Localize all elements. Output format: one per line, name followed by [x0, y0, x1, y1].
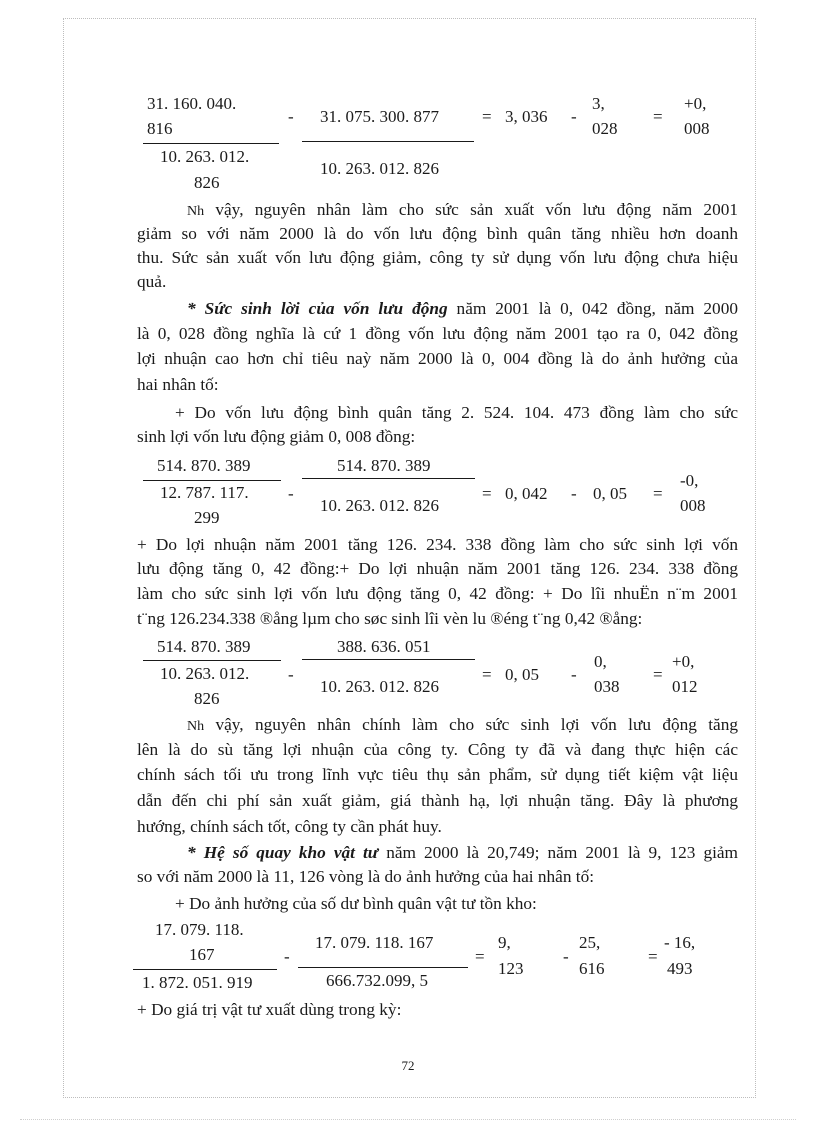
p4-line1: + Do lợi nhuận năm 2001 tăng 126. 234. 338 đồng làm cho sức sinh lợi vốn	[137, 535, 738, 554]
p2-line4: hai nhân tố:	[137, 375, 219, 394]
f1-r1: 3, 036	[505, 107, 548, 126]
p5-line1	[137, 713, 738, 739]
f2-eq1: =	[482, 484, 492, 503]
f4-den1: 1. 872. 051. 919	[142, 973, 253, 992]
f1-frac2-bar	[302, 141, 474, 142]
p2-line1-rest: năm 2001 là 0, 042 đồng, năm 2000	[447, 299, 738, 318]
f4-den2: 666.732.099, 5	[326, 971, 428, 990]
page-number: 72	[401, 1058, 415, 1073]
f2-den1-b: 299	[194, 508, 220, 527]
f4-frac1-bar	[133, 969, 277, 970]
f4-minus2: -	[563, 947, 569, 966]
f1-eq1: =	[482, 107, 492, 126]
p6-heading: * Hệ số quay kho vật tư	[187, 843, 379, 862]
f1-den1-b: 826	[194, 173, 220, 192]
p8-line1: + Do giá trị vật tư xuất dùng trong kỳ:	[137, 1000, 402, 1019]
f4-r2-b: 616	[579, 959, 605, 978]
f3-den1-a: 10. 263. 012.	[160, 664, 250, 683]
p3-line1: + Do vốn lưu động bình quân tăng 2. 524. 104. 473 đồng làm cho sức	[175, 403, 738, 422]
f2-minus2: -	[571, 484, 577, 503]
f2-eq2: =	[653, 484, 663, 503]
f4-r2-a: 25,	[579, 933, 601, 952]
f4-r3-b: 493	[667, 959, 693, 978]
f4-num2: 17. 079. 118. 167	[315, 933, 434, 952]
p5-line2: lên là do sù tăng lợi nhuận của công ty. Công ty đã và đang thực hiện các	[137, 740, 738, 759]
f3-r2-b: 038	[594, 677, 620, 696]
f3-eq1: =	[482, 665, 492, 684]
p5-line1-nh: Nh	[187, 719, 205, 734]
bottom-dotted-rule	[20, 1119, 796, 1120]
f2-r1: 0, 042	[505, 484, 548, 503]
f2-frac2-bar	[302, 478, 475, 479]
f1-frac1-bar	[143, 143, 279, 144]
f1-den2: 10. 263. 012. 826	[320, 159, 439, 178]
f2-frac1-bar	[143, 480, 281, 481]
f2-r3-b: 008	[680, 496, 706, 515]
p4-line4: t¨ng 126.234.338 ®ång lµm cho søc sinh lîi vèn lu ®éng t¨ng 0,42 ®ång:	[137, 609, 643, 628]
f1-num1-b: 816	[147, 119, 173, 138]
p2-line1	[137, 297, 738, 321]
f1-minus: -	[288, 107, 294, 126]
f2-r2: 0, 05	[593, 484, 627, 503]
f3-den2: 10. 263. 012. 826	[320, 677, 439, 696]
f1-num1-a: 31. 160. 040.	[147, 94, 237, 113]
p7-line1: + Do ảnh hưởng của số dư bình quân vật tư tồn kho:	[175, 894, 537, 913]
f1-r3-b: 008	[684, 119, 710, 138]
p6-line1-rest: năm 2000 là 20,749; năm 2001 là 9, 123 giảm	[378, 843, 738, 862]
f2-num1: 514. 870. 389	[157, 456, 251, 475]
f4-num1-b: 167	[189, 945, 215, 964]
f2-r3-a: -0,	[680, 471, 699, 490]
p2-heading: * Sức sinh lời của vốn lưu động	[187, 299, 448, 318]
f4-eq1: =	[475, 947, 485, 966]
f4-r1-a: 9,	[498, 933, 511, 952]
p1-line1-nh: Nh	[187, 204, 205, 219]
f3-minus: -	[288, 665, 294, 684]
p5-line1-rest: vậy, nguyên nhân chính làm cho sức sinh lợi vốn lưu động tăng	[204, 715, 738, 734]
f4-r1-b: 123	[498, 959, 524, 978]
f3-minus2: -	[571, 665, 577, 684]
f3-r1: 0, 05	[505, 665, 539, 684]
p4-line2: lưu động tăng 0, 42 đồng:+ Do lợi nhuận năm 2001 tăng 126. 234. 338 đồng	[137, 559, 738, 578]
p5-line4: dẫn đến chi phí sản xuất giảm, giá thành hạ, lợi nhuận tăng. Đây là phương	[137, 791, 738, 810]
p6-line2: so với năm 2000 là 11, 126 vòng là do ảnh hưởng của hai nhân tố:	[137, 867, 595, 886]
f4-eq2: =	[648, 947, 658, 966]
f3-r3-a: +0,	[672, 652, 695, 671]
f4-num1-a: 17. 079. 118.	[155, 920, 244, 939]
p2-line2: là 0, 028 đồng nghĩa là cứ 1 đồng vốn lưu động năm 2001 tạo ra 0, 042 đồng	[137, 324, 738, 343]
p1-line3: thu. Sức sản xuất vốn lưu động giảm, công ty sử dụng vốn lưu động chưa hiệu	[137, 248, 738, 267]
f3-r2-a: 0,	[594, 652, 607, 671]
f1-r2-a: 3,	[592, 94, 605, 113]
f1-minus2: -	[571, 107, 577, 126]
f2-num2: 514. 870. 389	[337, 456, 431, 475]
f3-frac2-bar	[302, 659, 475, 660]
f2-den1-a: 12. 787. 117.	[160, 483, 249, 502]
f3-num2: 388. 636. 051	[337, 637, 431, 656]
f3-frac1-bar	[143, 660, 281, 661]
p1-line1-rest: vậy, nguyên nhân làm cho sức sản xuất vốn lưu động năm 2001	[204, 200, 738, 219]
p6-line1	[137, 841, 738, 865]
p1-line4: quả.	[137, 272, 167, 291]
f4-r3-a: - 16,	[664, 933, 696, 952]
f1-num2: 31. 075. 300. 877	[320, 107, 439, 126]
f2-den2: 10. 263. 012. 826	[320, 496, 439, 515]
p1-line2: giảm so với năm 2000 là do vốn lưu động bình quân tăng nhiều hơn doanh	[137, 224, 738, 243]
p1-line1	[137, 198, 738, 224]
f4-frac2-bar	[298, 967, 468, 968]
f1-eq2: =	[653, 107, 663, 126]
p4-line3: làm cho sức sinh lợi vốn lưu động tăng 0, 42 đồng: + Do lîi nhuËn n¨m 2001	[137, 584, 738, 603]
f3-r3-b: 012	[672, 677, 698, 696]
f2-minus: -	[288, 484, 294, 503]
f4-minus: -	[284, 947, 290, 966]
f3-den1-b: 826	[194, 689, 220, 708]
p3-line2: sinh lợi vốn lưu động giảm 0, 008 đồng:	[137, 427, 416, 446]
f1-den1-a: 10. 263. 012.	[160, 147, 250, 166]
p5-line3: chính sách tối ưu trong lĩnh vực tiêu thụ sản phẩm, sử dụng tiết kiệm vật liệu	[137, 765, 738, 784]
p5-line5: hướng, chính sách tốt, công ty cần phát huy.	[137, 817, 442, 836]
f3-eq2: =	[653, 665, 663, 684]
p2-line3: lợi nhuận cao hơn chỉ tiêu naỳ năm 2000 là 0, 004 đồng là do ảnh hưởng của	[137, 349, 738, 368]
f3-num1: 514. 870. 389	[157, 637, 251, 656]
f1-r3-a: +0,	[684, 94, 707, 113]
f1-r2-b: 028	[592, 119, 618, 138]
